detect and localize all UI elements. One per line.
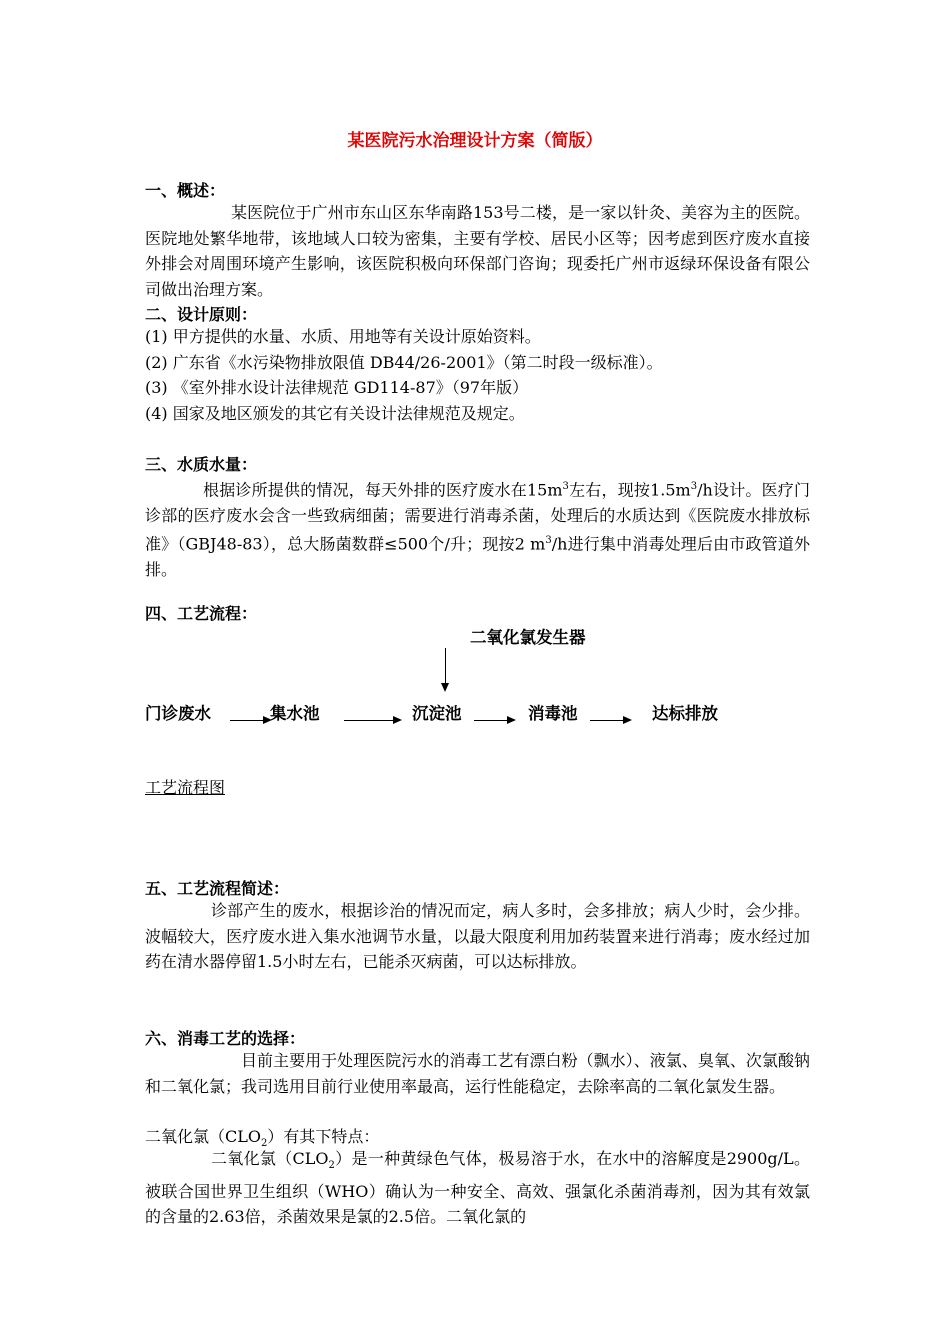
flow-arrow-1 [230, 720, 270, 721]
section-1-heading: 一、概述： [145, 181, 226, 200]
document-title: 某医院污水治理设计方案（简版） [347, 131, 603, 151]
superscript: 3 [562, 481, 569, 492]
principle-item-2: (2) 广东省《水污染物排放限值 DB44/26-2001》（第二时段一级标准）。 [145, 353, 663, 372]
water-text-b: 左右，现按1.5m [568, 480, 691, 500]
subscript: 2 [328, 1160, 335, 1172]
principle-item-4: (4) 国家及地区颁发的其它有关设计法律规范及规定。 [145, 404, 525, 423]
section-1-body: 某医院位于广州市东山区东华南路153号二楼，是一家以针灸、美容为主的医院。医院地处繁华地带，该地域人口较为密集，主要有学校、居民小区等；因考虑到医疗废水直接外排会对周围环境产生影响，该医院积极向环保部门咨询；现委托广州市返绿环保设备有限公司做出治理方案。 [145, 203, 810, 299]
flow-step-1: 门诊废水 [145, 704, 211, 723]
water-text-a: 根据诊所提供的情况，每天外排的医疗废水在15m [203, 480, 563, 500]
clo2-description [145, 1146, 810, 1230]
flow-arrow-2 [344, 720, 400, 721]
desc-text-b: ）是一种黄绿色气体，极易溶于水，在水中的溶解度是2900g/L。被联合国世界卫生组织（WHO）确认为一种安全、高效、强氯化杀菌消毒剂，因为其有效氯的含量的2.63倍，杀菌效果是氯的2.5倍。二氧化氯的 [145, 1149, 810, 1227]
flow-generator: 二氧化氯发生器 [470, 628, 586, 647]
flow-step-2: 集水池 [270, 704, 320, 723]
flow-arrow-4 [590, 720, 630, 721]
feature-text-a: 二氧化氯（CLO [145, 1127, 261, 1146]
flow-step-3: 沉淀池 [412, 704, 462, 723]
water-text-c: /h设计。医疗门诊部的医疗废水会含一些致病细菌；需要进行消毒杀菌，处理后的水质达到《医院废水排放标准》（GBJ48-83），总大肠菌数群≤500个/升；现按2 m [145, 480, 811, 554]
principle-item-3: (3) 《室外排水设计法律规范 GD114-87》（97年版） [145, 378, 529, 397]
subscript: 2 [261, 1138, 268, 1150]
feature-text-b: ）有其下特点： [267, 1127, 380, 1146]
section-4-heading: 四、工艺流程： [145, 604, 258, 623]
superscript: 3 [545, 535, 552, 547]
flow-step-5: 达标排放 [652, 704, 718, 723]
flow-arrow-3 [474, 720, 514, 721]
water-text-d: /h进行集中消毒处理后由市政管道外排。 [145, 534, 810, 580]
desc-text-a: 二氧化氯（CLO [211, 1149, 329, 1168]
section-3-heading: 三、水质水量： [145, 455, 258, 474]
section-6-body: 目前主要用于处理医院污水的消毒工艺有漂白粉（飘水）、液氯、臭氧、次氯酸钠和二氧化氯；我司选用目前行业使用率最高，运行性能稳定，去除率高的二氧化氯发生器。 [145, 1051, 810, 1096]
principle-item-1: (1) 甲方提供的水量、水质、用地等有关设计原始资料。 [145, 327, 541, 346]
section-3-body [145, 474, 810, 583]
section-5-body: 诊部产生的废水，根据诊治的情况而定，病人多时，会多排放；病人少时，会少排。波幅较大，医疗废水进入集水池调节水量，以最大限度利用加药装置来进行消毒；废水经过加药在清水器停留1.5小时左右，已能杀灭病菌，可以达标排放。 [145, 901, 810, 971]
flow-arrow-down [445, 648, 446, 690]
section-6-heading: 六、消毒工艺的选择： [145, 1029, 306, 1048]
section-2-heading: 二、设计原则： [145, 305, 258, 324]
section-5-heading: 五、工艺流程简述： [145, 879, 290, 898]
flow-caption: 工艺流程图 [145, 778, 226, 797]
flow-step-4: 消毒池 [528, 704, 578, 723]
superscript: 3 [690, 481, 698, 492]
